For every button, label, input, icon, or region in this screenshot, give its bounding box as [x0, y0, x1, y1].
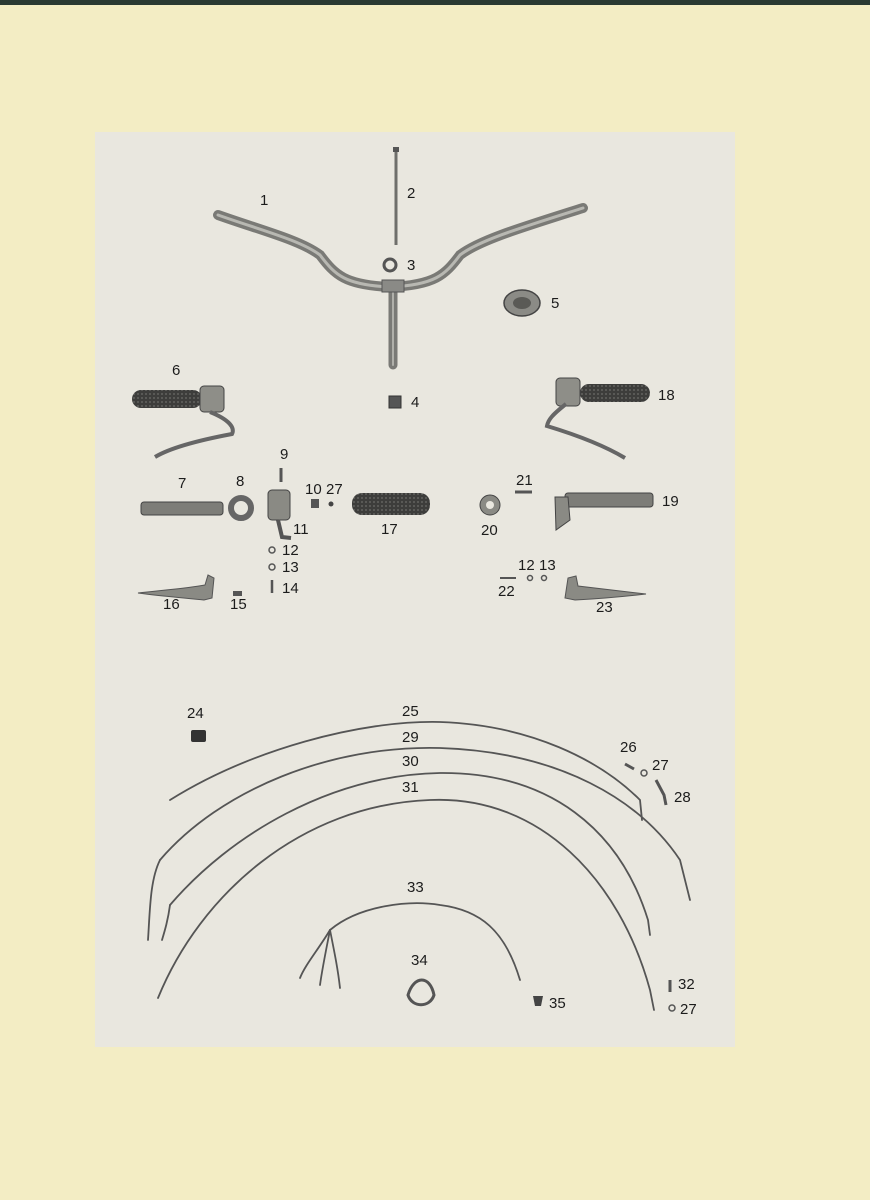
cable-30-loop — [162, 905, 170, 940]
small-ring — [269, 564, 275, 570]
washer — [384, 259, 396, 271]
label-4: 4 — [411, 394, 420, 411]
twist-grip-tube — [141, 502, 223, 515]
label-27-top: 27 — [326, 481, 343, 498]
label-9: 9 — [280, 446, 289, 463]
stem-bolt — [393, 147, 399, 245]
nut-27a — [641, 770, 647, 776]
handlebar — [218, 208, 583, 365]
label-12-right: 12 — [518, 557, 535, 574]
label-19: 19 — [662, 493, 679, 510]
label-13-left: 13 — [282, 559, 299, 576]
small-washer-right — [528, 576, 533, 581]
cable-29 — [160, 748, 690, 900]
rubber-grip — [352, 493, 430, 515]
label-16: 16 — [163, 596, 180, 613]
label-14: 14 — [282, 580, 299, 597]
label-20: 20 — [481, 522, 498, 539]
label-2: 2 — [407, 185, 416, 202]
label-1: 1 — [260, 192, 269, 209]
label-30: 30 — [402, 753, 419, 770]
wedge-nut — [389, 396, 401, 408]
nut-27b — [669, 1005, 675, 1011]
label-6: 6 — [172, 362, 181, 379]
lever-housing — [268, 490, 291, 538]
label-12-left: 12 — [282, 542, 299, 559]
left-grip-lever-assembly — [132, 386, 233, 457]
label-33: 33 — [407, 879, 424, 896]
label-7: 7 — [178, 475, 187, 492]
cable-30 — [170, 773, 650, 935]
label-22: 22 — [498, 583, 515, 600]
label-13-right: 13 — [539, 557, 556, 574]
label-27-bottom: 27 — [680, 1001, 697, 1018]
cable-31 — [158, 800, 654, 1010]
adjuster-26 — [625, 764, 634, 769]
ball — [329, 502, 334, 507]
bell — [504, 290, 540, 316]
label-29: 29 — [402, 729, 419, 746]
label-5: 5 — [551, 295, 560, 312]
label-3: 3 — [407, 257, 416, 274]
label-17: 17 — [381, 521, 398, 538]
label-15: 15 — [230, 596, 247, 613]
label-27-right: 27 — [652, 757, 669, 774]
throttle-tube — [555, 493, 653, 530]
cable-29-loop — [148, 860, 160, 940]
label-8: 8 — [236, 473, 245, 490]
label-25: 25 — [402, 703, 419, 720]
ring — [231, 498, 251, 518]
fitting-28 — [656, 780, 666, 805]
cable-33-ends-3 — [330, 930, 340, 988]
small-washer — [269, 547, 275, 553]
grommet — [533, 996, 543, 1006]
label-26: 26 — [620, 739, 637, 756]
label-21: 21 — [516, 472, 533, 489]
label-35: 35 — [549, 995, 566, 1012]
label-18: 18 — [658, 387, 675, 404]
label-34: 34 — [411, 952, 428, 969]
right-grip-lever-assembly — [547, 378, 650, 458]
clamp — [480, 495, 500, 515]
clip — [311, 499, 319, 508]
label-23: 23 — [596, 599, 613, 616]
lever-right — [565, 576, 646, 600]
label-28: 28 — [674, 789, 691, 806]
label-31: 31 — [402, 779, 419, 796]
label-10: 10 — [305, 481, 322, 498]
label-32: 32 — [678, 976, 695, 993]
label-11: 11 — [293, 521, 309, 538]
label-24: 24 — [187, 705, 204, 722]
cable-nipple — [191, 730, 206, 742]
cable-clip — [408, 980, 434, 1005]
small-ring-right — [542, 576, 547, 581]
